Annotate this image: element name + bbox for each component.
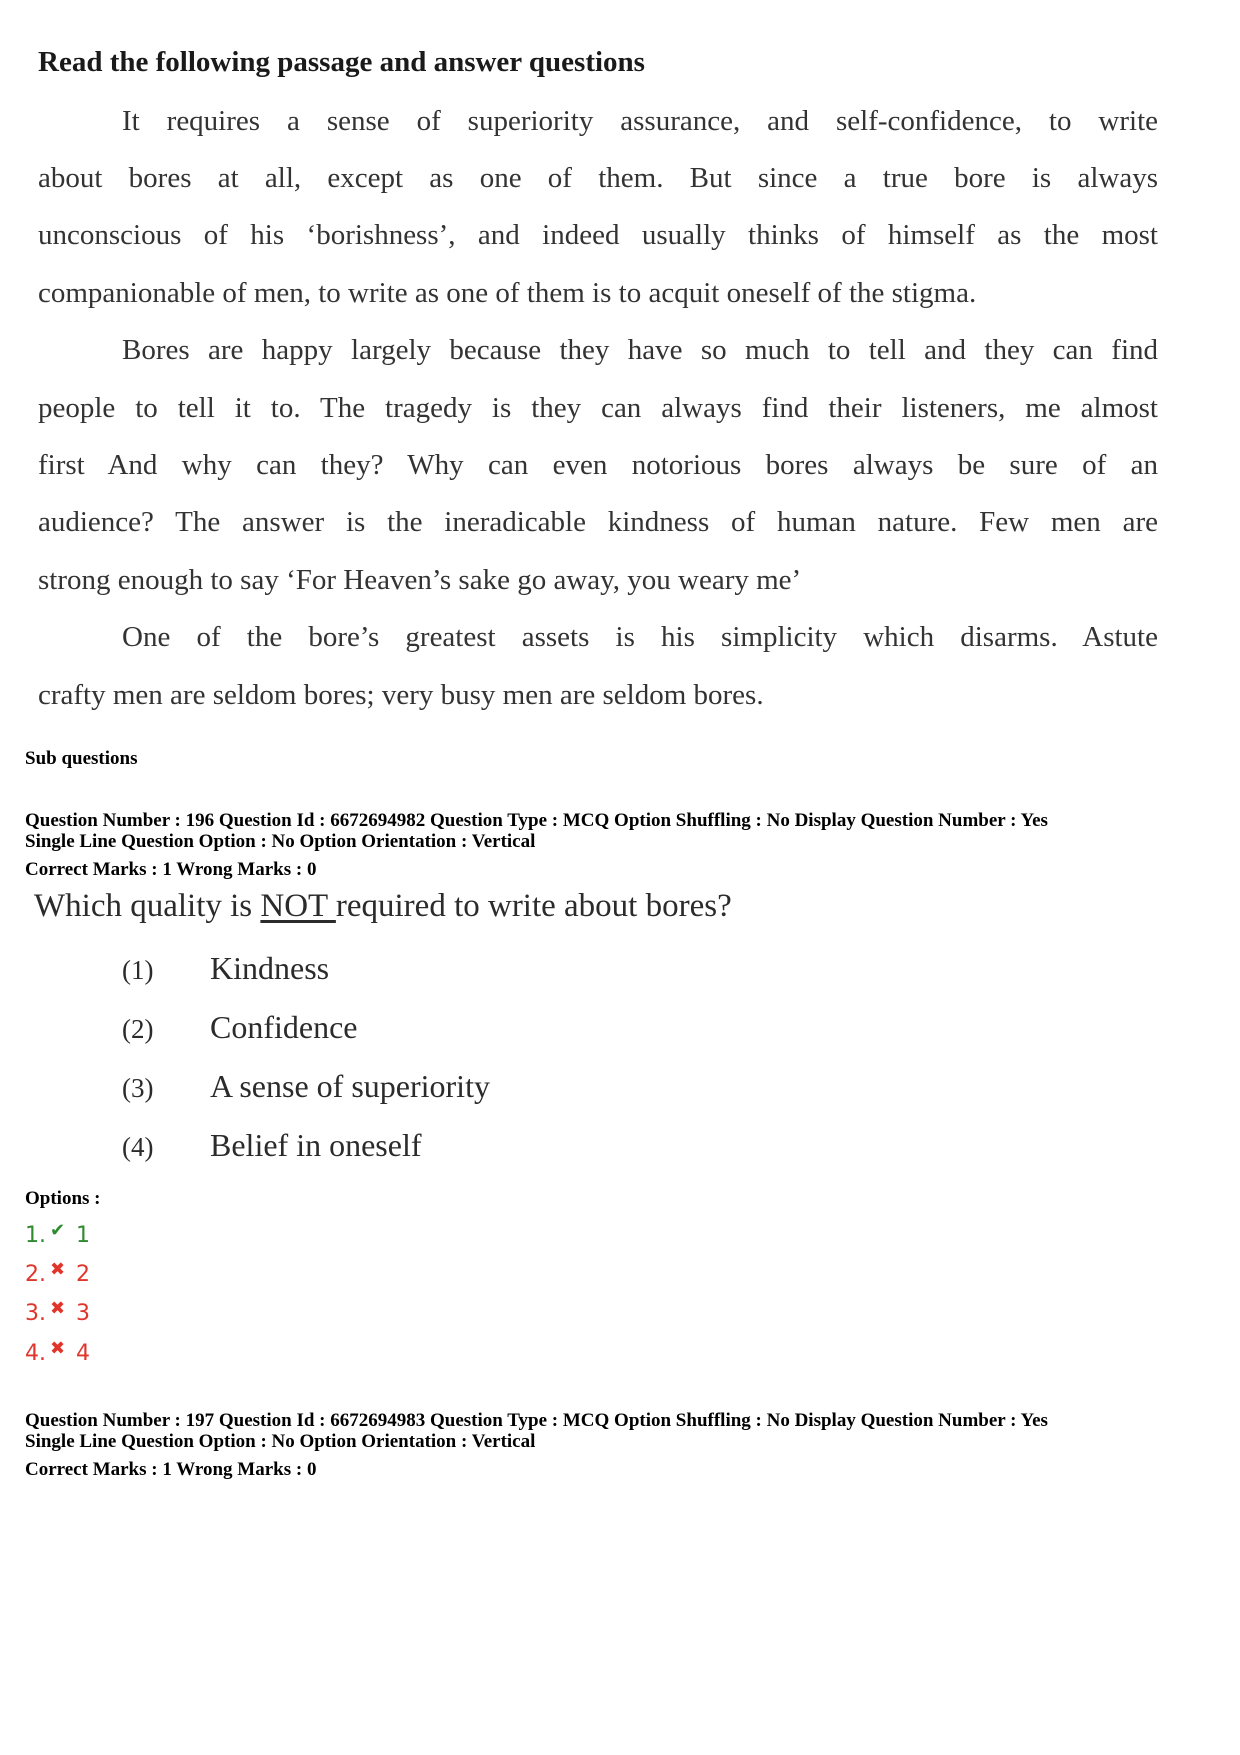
- q197-meta-line2: Single Line Question Option : No Option Orientation : Vertical: [25, 1431, 536, 1452]
- cross-icon: ✖: [50, 1298, 66, 1319]
- q197-marks: Correct Marks : 1 Wrong Marks : 0: [25, 1459, 317, 1480]
- stem-emphasis: NOT: [260, 888, 336, 924]
- passage-line: One of the bore’s greatest assets is his simplicity which disarms. Astute: [122, 621, 1158, 653]
- option-value: 1: [76, 1223, 90, 1248]
- cross-icon: ✖: [50, 1259, 66, 1280]
- q196-marks: Correct Marks : 1 Wrong Marks : 0: [25, 859, 317, 880]
- passage-line: people to tell it to. The tragedy is they can always find their listeners, me almost: [38, 392, 1158, 424]
- choice-text: A sense of superiority: [210, 1068, 490, 1104]
- passage-line: crafty men are seldom bores; very busy men are seldom bores.: [38, 679, 764, 711]
- passage-image: [34, 40, 1170, 720]
- q196-meta-line2: Single Line Question Option : No Option Orientation : Vertical: [25, 831, 536, 852]
- option-row: [25, 1259, 90, 1287]
- stem-before: Which quality is: [34, 888, 261, 924]
- question-stem: [34, 888, 732, 925]
- question-choice: [122, 950, 329, 987]
- option-index: 2.: [25, 1262, 46, 1287]
- option-row: [25, 1338, 90, 1366]
- option-row: [25, 1298, 90, 1326]
- question-choice: [122, 1009, 358, 1046]
- question-choice: [122, 1127, 421, 1164]
- stem-after: required to write about bores?: [335, 888, 732, 924]
- choice-number: (1): [122, 955, 154, 985]
- choice-number: (3): [122, 1073, 154, 1103]
- choice-text: Belief in oneself: [210, 1127, 422, 1163]
- passage-line: It requires a sense of superiority assurance, and self-confidence, to write: [122, 105, 1158, 137]
- choice-number: (4): [122, 1132, 154, 1162]
- passage-line: unconscious of his ‘borishness’, and indeed usually thinks of himself as the most: [38, 219, 1158, 251]
- option-value: 3: [76, 1301, 90, 1326]
- cross-icon: ✖: [50, 1338, 66, 1359]
- option-row: [25, 1220, 90, 1248]
- question-choice: [122, 1068, 490, 1105]
- q196-meta-line1: Question Number : 196 Question Id : 6672694982 Question Type : MCQ Option Shuffling : No Display Question Number : Yes: [25, 810, 1048, 831]
- option-value: 2: [76, 1262, 90, 1287]
- passage-line: audience? The answer is the ineradicable kindness of human nature. Few men are: [38, 506, 1158, 538]
- option-value: 4: [76, 1341, 90, 1366]
- passage-line: strong enough to say ‘For Heaven’s sake go away, you weary me’: [38, 564, 802, 596]
- passage-line: about bores at all, except as one of them. But since a true bore is always: [38, 162, 1158, 194]
- options-label: Options :: [25, 1188, 101, 1209]
- passage-line: companionable of men, to write as one of them is to acquit oneself of the stigma.: [38, 277, 977, 309]
- passage-line: Bores are happy largely because they have so much to tell and they can find: [122, 334, 1158, 366]
- option-index: 1.: [25, 1223, 46, 1248]
- passage-heading: Read the following passage and answer questions: [38, 46, 645, 78]
- passage-line: first And why can they? Why can even notorious bores always be sure of an: [38, 449, 1158, 481]
- option-index: 4.: [25, 1341, 46, 1366]
- q197-meta-line1: Question Number : 197 Question Id : 6672694983 Question Type : MCQ Option Shuffling : No Display Question Number : Yes: [25, 1410, 1048, 1431]
- sub-questions-label: Sub questions: [25, 748, 138, 769]
- choice-text: Kindness: [210, 950, 330, 986]
- choice-text: Confidence: [210, 1009, 358, 1045]
- choice-number: (2): [122, 1014, 154, 1044]
- option-index: 3.: [25, 1301, 46, 1326]
- check-icon: ✔: [50, 1220, 66, 1241]
- question-image: [34, 888, 934, 1178]
